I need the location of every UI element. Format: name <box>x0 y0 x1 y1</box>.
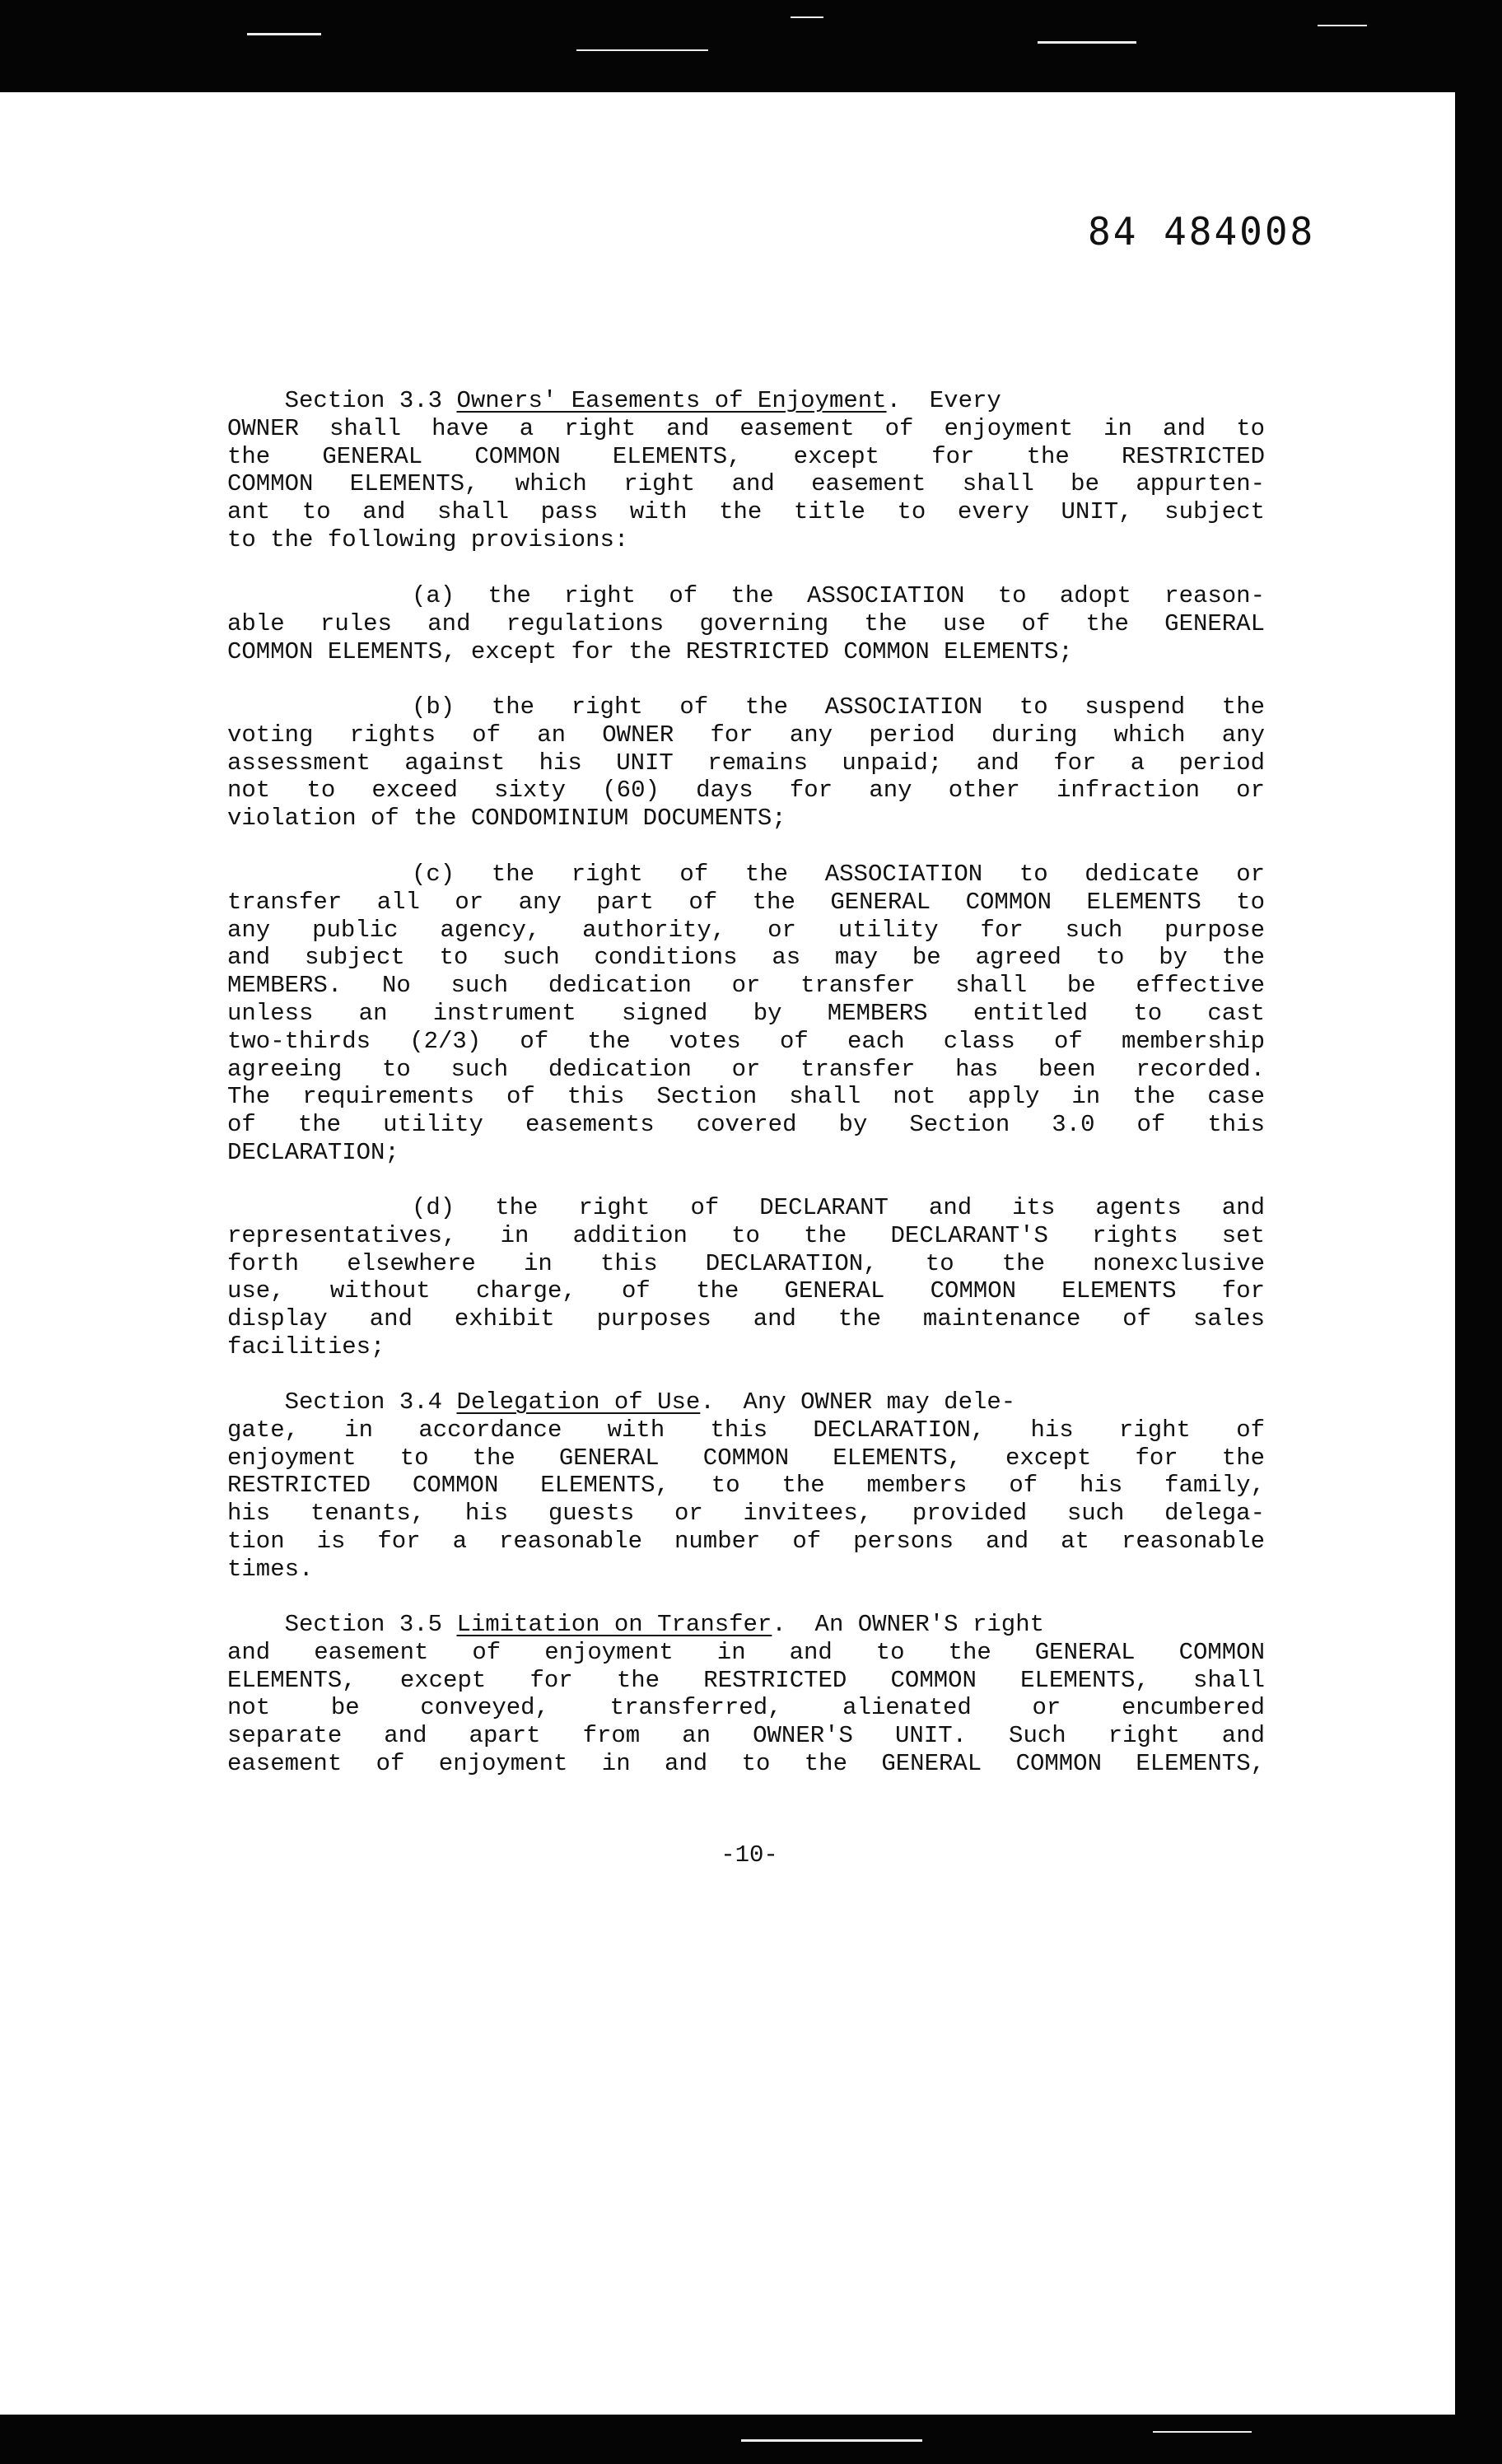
section-heading-rest: . Any OWNER may dele- <box>700 1388 1016 1416</box>
scan-border-right <box>1455 0 1502 2464</box>
paragraph-line: facilities; <box>227 1332 385 1360</box>
paragraph-line: times. <box>227 1555 314 1583</box>
paragraph-line: ELEMENTS, except for the RESTRICTED COMMON ELEMENTS, shall <box>227 1666 1265 1694</box>
paragraph-line: OWNER shall have a right and easement of enjoyment in and to <box>227 414 1265 442</box>
section-3-5 <box>227 1611 1265 1778</box>
scan-speck <box>247 33 321 35</box>
paragraph-line: of the utility easements covered by Section 3.0 of this <box>227 1111 1265 1139</box>
document-number: 84 484008 <box>1088 209 1316 254</box>
paragraph-line: forth elsewhere in this DECLARATION, to the nonexclusive <box>227 1249 1265 1277</box>
scan-speck <box>741 2439 922 2442</box>
paragraph-line: use, without charge, of the GENERAL COMMON ELEMENTS for <box>227 1277 1265 1305</box>
item-first-line: (a) the right of the ASSOCIATION to adopt reason- <box>412 582 1265 609</box>
paragraph-line: unless an instrument signed by MEMBERS entitled to cast <box>227 999 1265 1027</box>
section-title: Owners' Easements of Enjoyment <box>456 387 887 414</box>
paragraph-line: the GENERAL COMMON ELEMENTS, except for the RESTRICTED <box>227 442 1265 470</box>
item-first-line: (d) the right of DECLARANT and its agents and <box>412 1194 1265 1221</box>
paragraph-line: assessment against his UNIT remains unpaid; and for a period <box>227 749 1265 777</box>
paragraph-line: representatives, in addition to the DECLARANT'S rights set <box>227 1221 1265 1249</box>
paragraph-line: enjoyment to the GENERAL COMMON ELEMENTS, except for the <box>227 1444 1265 1472</box>
section-label: Section 3.3 <box>284 387 457 414</box>
section-heading-line <box>227 1388 1265 1416</box>
paragraph-line: transfer all or any part of the GENERAL COMMON ELEMENTS to <box>227 888 1265 916</box>
paragraph-line: ant to and shall pass with the title to every UNIT, subject <box>227 498 1265 526</box>
paragraph-line: tion is for a reasonable number of persons and at reasonable <box>227 1527 1265 1555</box>
paragraph-line: DECLARATION; <box>227 1138 399 1166</box>
item-first-line: (c) the right of the ASSOCIATION to dedicate or <box>412 861 1265 888</box>
paragraph-line: his tenants, his guests or invitees, provided such delega- <box>227 1500 1265 1528</box>
scan-speck <box>791 16 823 18</box>
item-d <box>227 1194 1265 1361</box>
paragraph-line: agreeing to such dedication or transfer has been recorded. <box>227 1055 1265 1083</box>
section-heading-rest: . An OWNER'S right <box>772 1611 1044 1638</box>
paragraph-line: not to exceed sixty (60) days for any other infraction or <box>227 777 1265 805</box>
scan-border-top <box>0 0 1502 92</box>
item-b <box>227 693 1265 833</box>
paragraph-line: able rules and regulations governing the use of the GENERAL <box>227 609 1265 637</box>
paragraph-line: violation of the CONDOMINIUM DOCUMENTS; <box>227 805 786 833</box>
scan-speck <box>1153 2431 1252 2433</box>
scan-border-bottom <box>0 2415 1502 2464</box>
paragraph-line: not be conveyed, transferred, alienated or encumbered <box>227 1694 1265 1722</box>
paragraph-line: two-thirds (2/3) of the votes of each class of membership <box>227 1027 1265 1055</box>
paragraph-line: any public agency, authority, or utility for such purpose <box>227 916 1265 944</box>
paragraph-line: RESTRICTED COMMON ELEMENTS, to the members of his family, <box>227 1472 1265 1500</box>
section-heading-line <box>227 387 1265 415</box>
paragraph-line: easement of enjoyment in and to the GENERAL COMMON ELEMENTS, <box>227 1749 1265 1777</box>
paragraph-line: MEMBERS. No such dedication or transfer shall be effective <box>227 972 1265 1000</box>
paragraph-line: COMMON ELEMENTS, which right and easement shall be appurten- <box>227 470 1265 498</box>
section-3-3 <box>227 387 1265 554</box>
paragraph-line: and easement of enjoyment in and to the GENERAL COMMON <box>227 1638 1265 1666</box>
section-label: Section 3.5 <box>284 1611 457 1638</box>
paragraph-line: display and exhibit purposes and the maintenance of sales <box>227 1305 1265 1333</box>
paragraph-line: gate, in accordance with this DECLARATION, his right of <box>227 1416 1265 1444</box>
section-title: Delegation of Use <box>456 1388 701 1416</box>
paragraph-line: The requirements of this Section shall not apply in the case <box>227 1083 1265 1111</box>
section-heading-line <box>227 1611 1265 1639</box>
scan-speck <box>1038 41 1136 44</box>
section-title: Limitation on Transfer <box>456 1611 772 1638</box>
section-3-4 <box>227 1388 1265 1584</box>
page-number: -10- <box>721 1841 778 1869</box>
paragraph-line: voting rights of an OWNER for any period during which any <box>227 721 1265 749</box>
section-label: Section 3.4 <box>284 1388 457 1416</box>
item-c <box>227 861 1265 1167</box>
item-a <box>227 582 1265 665</box>
paragraph-line: to the following provisions: <box>227 525 629 553</box>
section-heading-rest: . Every <box>886 387 1001 414</box>
paragraph-line: and subject to such conditions as may be agreed to by the <box>227 944 1265 972</box>
paragraph-line: separate and apart from an OWNER'S UNIT. Such right and <box>227 1722 1265 1750</box>
scan-speck <box>576 49 708 51</box>
scan-speck <box>1318 25 1367 26</box>
paragraph-line: COMMON ELEMENTS, except for the RESTRICTED COMMON ELEMENTS; <box>227 637 1073 665</box>
item-first-line: (b) the right of the ASSOCIATION to suspend the <box>412 693 1265 721</box>
